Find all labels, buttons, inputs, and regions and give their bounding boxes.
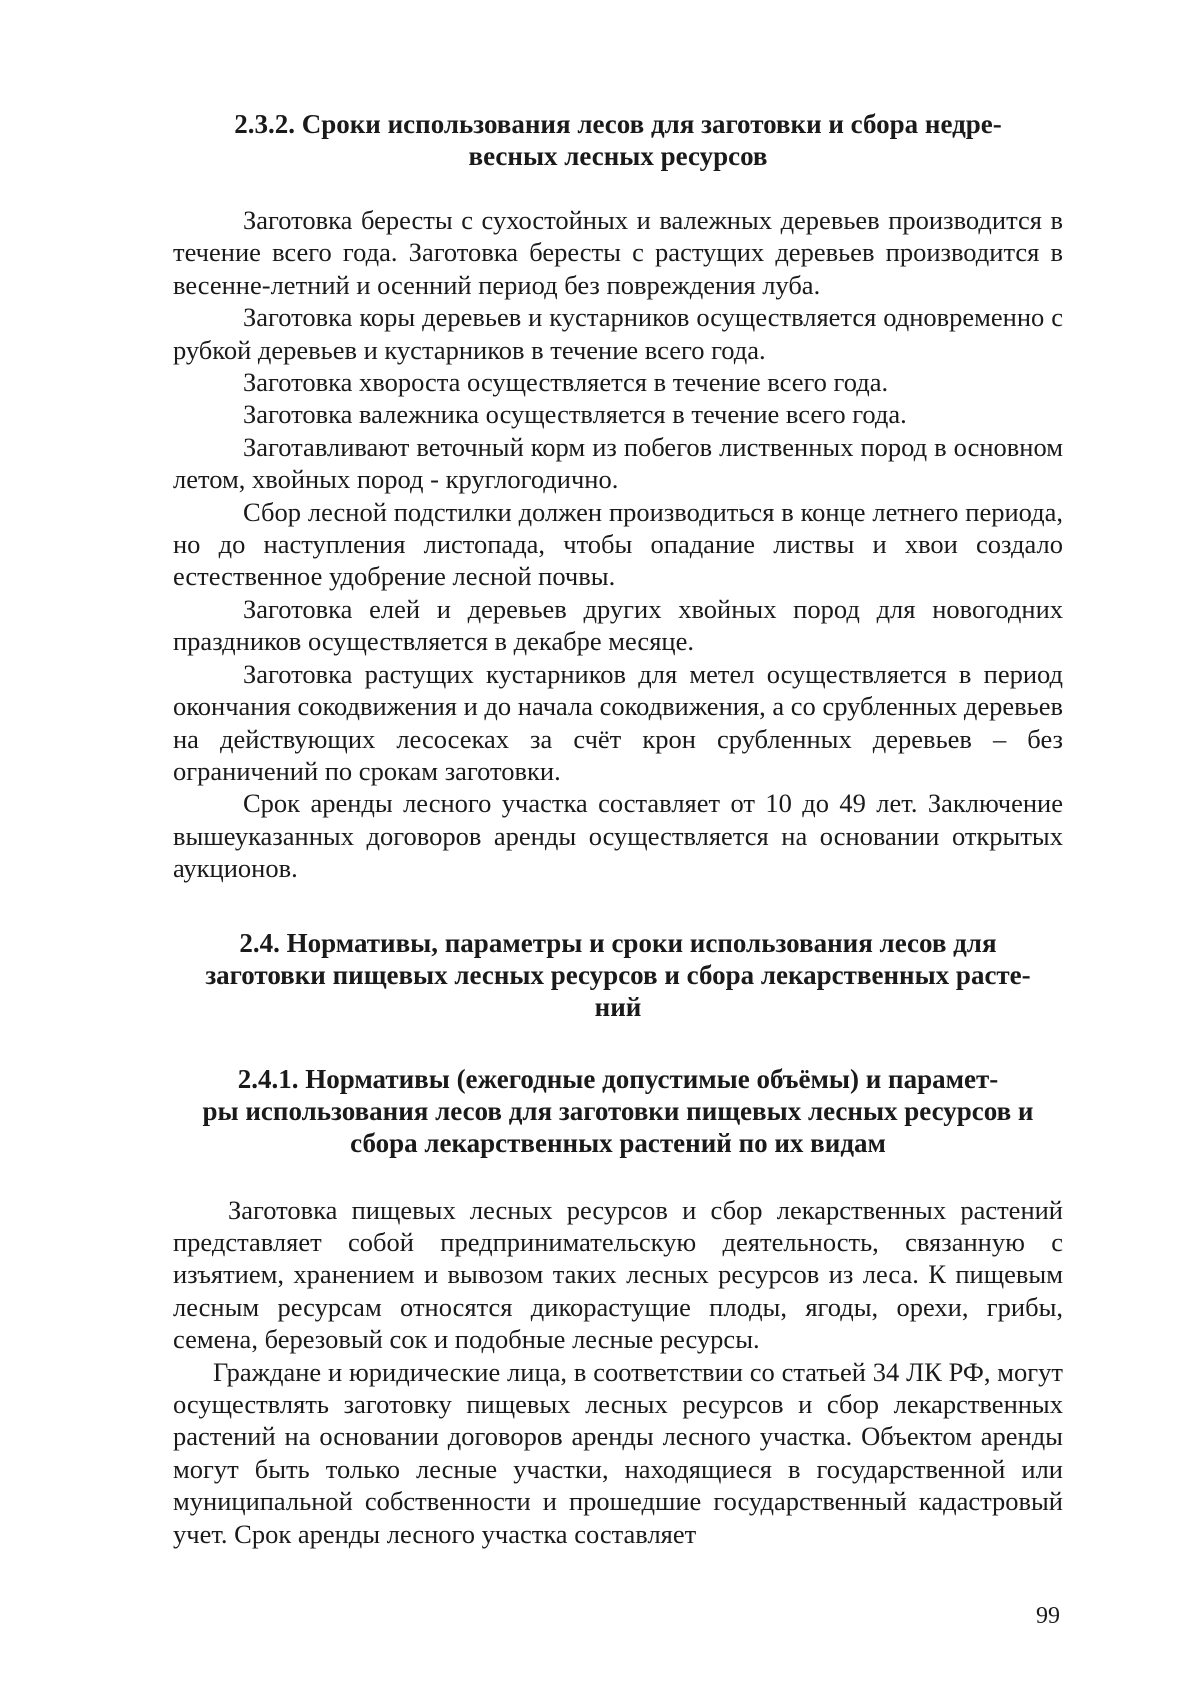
section-heading-2-4-1 bbox=[173, 1063, 1063, 1159]
paragraph: Сбор лесной подстилки должен производиться в конце летнего периода, но до наступления листопада, чтобы опадание листвы и хвои создало естественное удобрение лесной почвы. bbox=[173, 496, 1063, 592]
heading-line: заготовки пищевых лесных ресурсов и сбора лекарственных расте- bbox=[205, 959, 1031, 990]
section-heading-2-3-2 bbox=[173, 108, 1063, 172]
paragraph: Заготовка бересты с сухостойных и валежных деревьев производится в течение всего года. Заготовка бересты с растущих деревьев производится в весенне-летний и осенний период без повреждения луба. bbox=[173, 205, 1063, 300]
paragraph: Заготовка валежника осуществляется в течение всего года. bbox=[243, 399, 907, 430]
paragraph: Заготовка пищевых лесных ресурсов и сбор лекарственных растений представляет собой предпринимательскую деятельность, связанную с изъятием, хранением и вывозом таких лесных ресурсов из леса. К пищевым лесным ресурсам относятся дикорастущие плоды, ягоды, орехи, грибы, семена, березовый сок и подобные лесные ресурсы. bbox=[173, 1194, 1063, 1355]
paragraph: Заготовка елей и деревьев других хвойных пород для новогодних праздников осуществляется в декабре месяце. bbox=[173, 593, 1063, 657]
heading-line: ры использования лесов для заготовки пищевых лесных ресурсов и bbox=[202, 1095, 1034, 1126]
section-heading-2-4 bbox=[173, 927, 1063, 1023]
paragraph: Срок аренды лесного участка составляет от 10 до 49 лет. Заключение вышеуказанных договоров аренды осуществляется на основании открытых аукционов. bbox=[173, 788, 1063, 884]
paragraph: Заготовка растущих кустарников для метел осуществляется в период окончания сокодвижения и до начала сокодвижения, а со срубленных деревьев на действующих лесосеках за счёт крон срубленных деревьев – без ограничений по срокам заготовки. bbox=[173, 658, 1063, 786]
document-page bbox=[173, 108, 1063, 1550]
paragraph: Заготовка хвороста осуществляется в течение всего года. bbox=[243, 367, 889, 398]
paragraph: Заготавливают веточный корм из побегов лиственных пород в основном летом, хвойных пород - круглогодично. bbox=[173, 431, 1063, 495]
heading-line: весных лесных ресурсов bbox=[468, 141, 768, 171]
section-body-2-4-1 bbox=[173, 1194, 1063, 1550]
page-number: 99 bbox=[1036, 1603, 1060, 1629]
heading-line: 2.4. Нормативы, параметры и сроки использования лесов для bbox=[239, 927, 997, 958]
paragraph: Граждане и юридические лица, в соответствии со статьей 34 ЛК РФ, могут осуществлять заготовку пищевых лесных ресурсов и сбор лекарственных растений на основании договоров аренды лесного участка. Объектом аренды могут быть только лесные участки, находящиеся в государственной или муниципальной собственности и прошедшие государственный кадастровый учет. Срок аренды лесного участка составляет bbox=[173, 1356, 1063, 1549]
paragraph: Заготовка коры деревьев и кустарников осуществляется одновременно с рубкой деревьев и кустарников в течение всего года. bbox=[173, 302, 1063, 365]
heading-line: 2.4.1. Нормативы (ежегодные допустимые объёмы) и парамет- bbox=[237, 1063, 999, 1094]
heading-line: сбора лекарственных растений по их видам bbox=[350, 1127, 886, 1158]
section-body-2-3-2 bbox=[173, 204, 1063, 885]
heading-line: ний bbox=[594, 991, 642, 1022]
heading-line: 2.3.2. Сроки использования лесов для заготовки и сбора недре- bbox=[234, 109, 1002, 139]
